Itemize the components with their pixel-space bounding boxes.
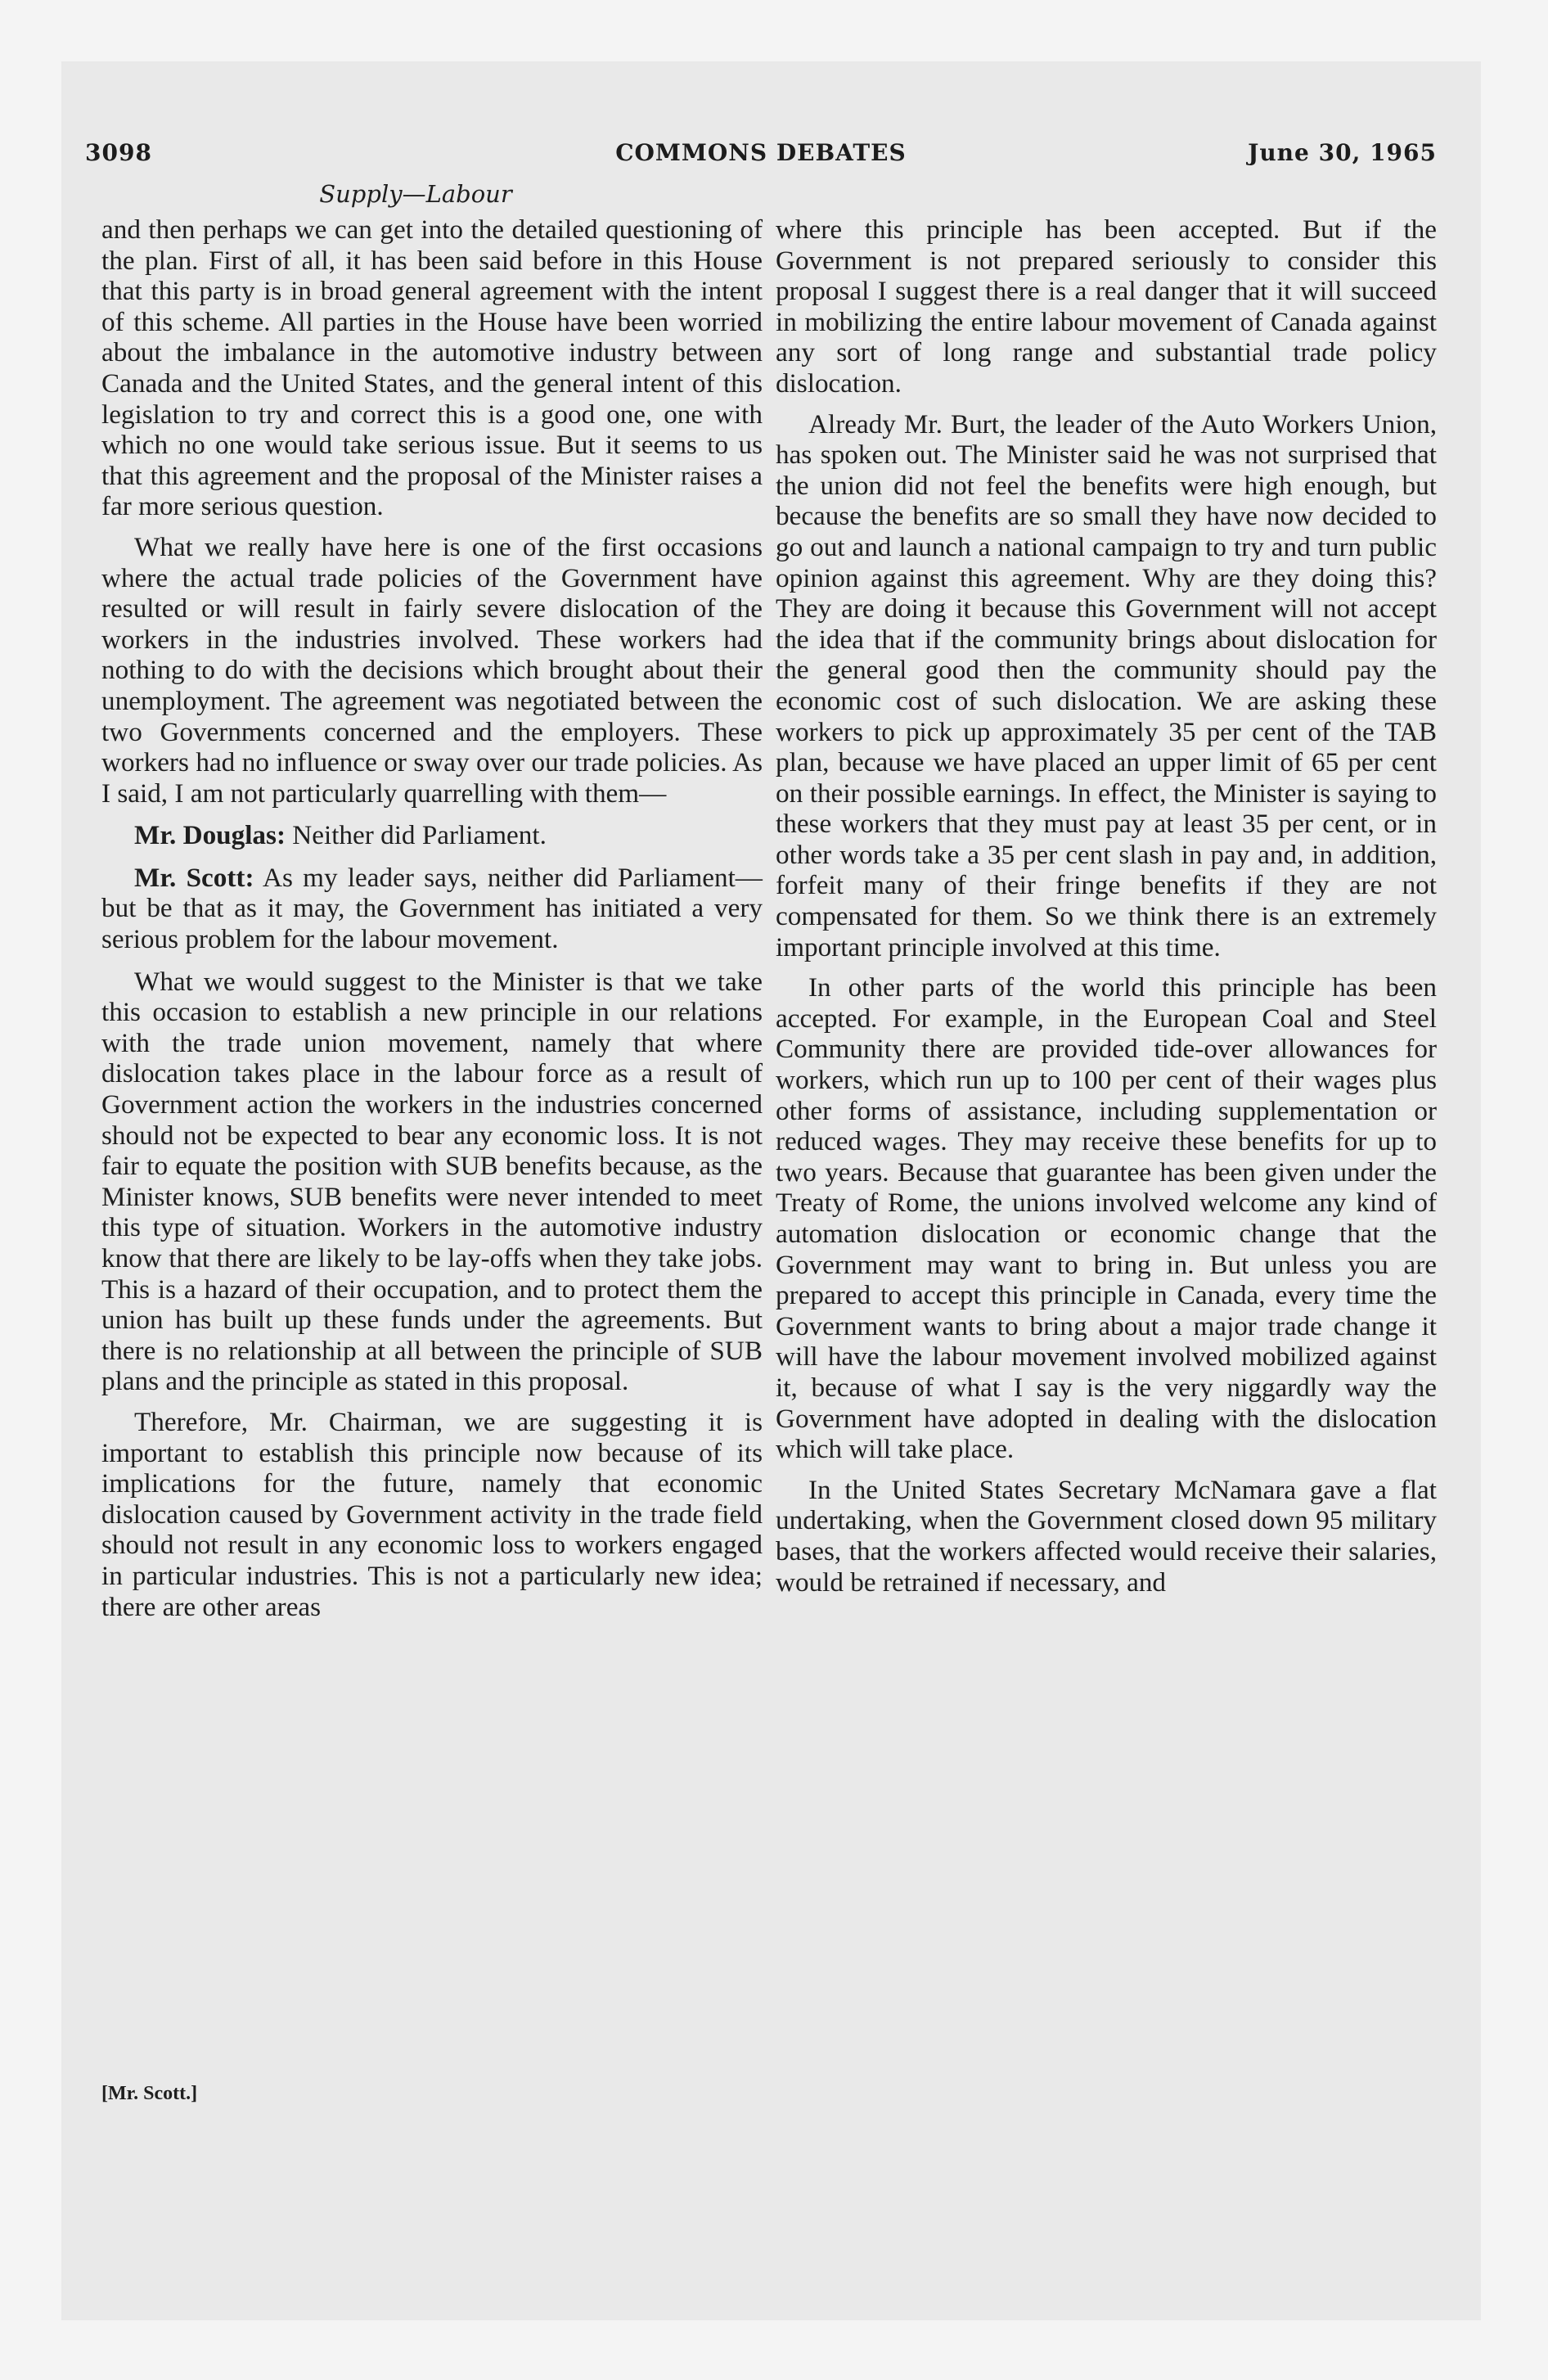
page-number: 3098 <box>85 139 152 166</box>
speech-scott <box>101 863 763 955</box>
speaker-name: Mr. Scott: <box>134 862 254 893</box>
paragraph: where this principle has been accepted. But if the Government is not prepared seriously to consider this proposal I suggest there is a real danger that it will succeed in mobilizing the entire labour movement of Canada against any sort of long range and substantial trade policy dislocation. <box>776 214 1437 399</box>
page-header <box>85 139 1437 180</box>
paragraph: What we would suggest to the Minister is that we take this occasion to establish a new principle in our relations with the trade union movement, namely that where dislocation takes place in the labour force as a result of Government action the workers in the industries concerned should not be expected to bear any economic loss. It is not fair to equate the position with SUB benefits because, as the Minister knows, SUB benefits were never intended to meet this type of situation. Workers in the automotive industry know that there are likely to be lay-offs when they take jobs. This is a hazard of their occupation, and to protect them the union has built up these funds under the agreements. But there is no relationship at all between the principle of SUB plans and the principle as stated in this proposal. <box>101 966 763 1397</box>
left-column <box>101 214 763 1632</box>
publication-date: June 30, 1965 <box>1248 139 1437 166</box>
paragraph: In the United States Secretary McNamara gave a flat undertaking, when the Government closed down 95 military bases, that the workers affected would receive their salaries, would be retrained if necessary, and <box>776 1474 1437 1598</box>
paragraph: Therefore, Mr. Chairman, we are suggesting it is important to establish this principle now because of its implications for the future, namely that economic dislocation caused by Government activity in the trade field should not result in any economic loss to workers engaged in particular industries. This is not a particularly new idea; there are other areas <box>101 1406 763 1622</box>
speaker-reference: [Mr. Scott.] <box>101 2083 198 2104</box>
speaker-name: Mr. Douglas: <box>134 820 286 851</box>
paragraph: What we really have here is one of the first occasions where the actual trade policies of the Government have resulted or will result in fairly severe dislocation of the workers in the industries involved. These workers had nothing to do with the decisions which brought about their unemployment. The agreement was negotiated between the two Governments concerned and the employers. These workers had no influence or sway over our trade policies. As I said, I am not particularly quarrelling with them— <box>101 531 763 809</box>
publication-title: COMMONS DEBATES <box>615 139 907 166</box>
paragraph: and then perhaps we can get into the detailed questioning of the plan. First of all, it has been said before in this House that this party is in broad general agreement with the intent of this scheme. All parties in the House have been worried about the imbalance in the automotive industry between Canada and the United States, and the general intent of this legislation to try and correct this is a good one, one with which no one would take serious issue. But it seems to us that this agreement and the proposal of the Minister raises a far more serious question. <box>101 214 763 522</box>
paragraph: In other parts of the world this principle has been accepted. For example, in the European Coal and Steel Community there are provided tide-over allowances for workers, which run up to 100 per cent of their wages plus other forms of assistance, including supplementation or reduced wages. They may receive these benefits for up to two years. Because that guarantee has been given under the Treaty of Rome, the unions involved welcome any kind of automation dislocation or economic change that the Government may want to bring in. But unless you are prepared to accept this principle in Canada, every time the Government wants to bring about a major trade change it will have the labour movement involved mobilized against it, because of what I say is the very niggardly way the Government have adopted in dealing with the dislocation which will take place. <box>776 972 1437 1465</box>
speech-text: As my leader says, neither did Parliament—but be that as it may, the Government has initiated a very serious problem for the labour movement. <box>101 862 763 955</box>
paragraph: Already Mr. Burt, the leader of the Auto Workers Union, has spoken out. The Minister said he was not surprised that the union did not feel the benefits were high enough, but because the benefits are so small they have now decided to go out and launch a national campaign to try and turn public opinion against this agreement. Why are they doing this? They are doing it because this Government will not accept the idea that if the community brings about dislocation for the general good then the community should pay the economic cost of such dislocation. We are asking these workers to pick up approximately 35 per cent of the TAB plan, because we have placed an upper limit of 65 per cent on their possible earnings. In effect, the Minister is saying to these workers that they must pay at least 35 per cent, or in other words take a 35 per cent slash in pay and, in addition, forfeit many of their fringe benefits if they are not compensated for them. So we think there is an extremely important principle involved at this time. <box>776 408 1437 962</box>
right-column <box>776 214 1437 1607</box>
section-heading: Supply—Labour <box>319 180 512 208</box>
speech-douglas <box>101 820 763 851</box>
speech-text: Neither did Parliament. <box>286 820 547 851</box>
